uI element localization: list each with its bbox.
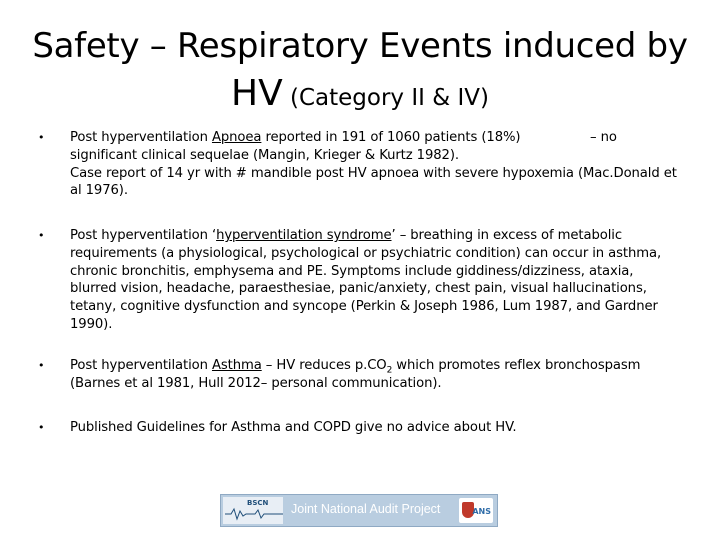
apnoea-tail: – no significant clinical sequelae (Mangin, Krieger & Kurtz 1982). <box>70 130 617 163</box>
ans-logo <box>459 498 493 523</box>
bscn-text: BSCN <box>247 499 269 507</box>
bullet-marker: • <box>38 229 45 242</box>
apnoea-pre: Post hyperventilation <box>70 130 212 145</box>
apnoea-mid: reported in 191 of 1060 patients (18%) <box>261 130 521 145</box>
apnoea-term: Apnoea <box>211 130 262 145</box>
bullet-apnoea-text <box>70 129 682 200</box>
title-category: (Category II & IV) <box>282 85 489 111</box>
title-hv: HV <box>231 73 283 114</box>
asthma-post: which promotes reflex bronchospasm (Barnes et al 1981, Hull 2012– personal communication). <box>70 358 641 391</box>
asthma-subscript: 2 <box>386 365 393 376</box>
bullet-marker: • <box>38 421 45 434</box>
apnoea-gap <box>520 130 590 145</box>
bscn-logo <box>223 497 283 524</box>
asthma-mid: – HV reduces p.CO <box>261 358 387 373</box>
eeg-wave-icon <box>225 507 283 521</box>
bullet-marker: • <box>38 131 45 144</box>
bullet-hv-syndrome-text <box>70 227 682 334</box>
asthma-pre: Post hyperventilation <box>70 358 212 373</box>
syndrome-post: ’ – breathing in excess of metabolic requirements (a physiological, psychological or psychiatric condition) can occur in asthma, chronic bronchitis, emphysema and PE. Symptoms include giddiness/dizziness, ataxia, blurred vision, headache, paraesthesiae, panic/anxiety, chest pain, visual hallucinations, tetany, cognitive dysfunction and syncope (Perkin & Joseph 1986, Lum 1987, and Gardner 1990). <box>70 228 662 332</box>
asthma-term: Asthma <box>211 358 262 373</box>
bullet-guidelines-text: Published Guidelines for Asthma and COPD give no advice about HV. <box>70 420 517 435</box>
audit-logo-banner <box>220 494 498 527</box>
syndrome-pre: Post hyperventilation ‘ <box>70 228 217 243</box>
ans-text: ANS <box>472 507 491 516</box>
title-line-1: Safety – Respiratory Events induced by <box>32 26 688 66</box>
audit-project-title: Joint National Audit Project <box>291 502 441 516</box>
syndrome-term: hyperventilation syndrome <box>216 228 392 243</box>
bullet-marker: • <box>38 359 45 372</box>
bullet-asthma-text <box>70 357 682 393</box>
apnoea-case-report: Case report of 14 yr with # mandible post HV apnoea with severe hypoxemia (Mac.Donald et al 1976). <box>70 165 677 199</box>
